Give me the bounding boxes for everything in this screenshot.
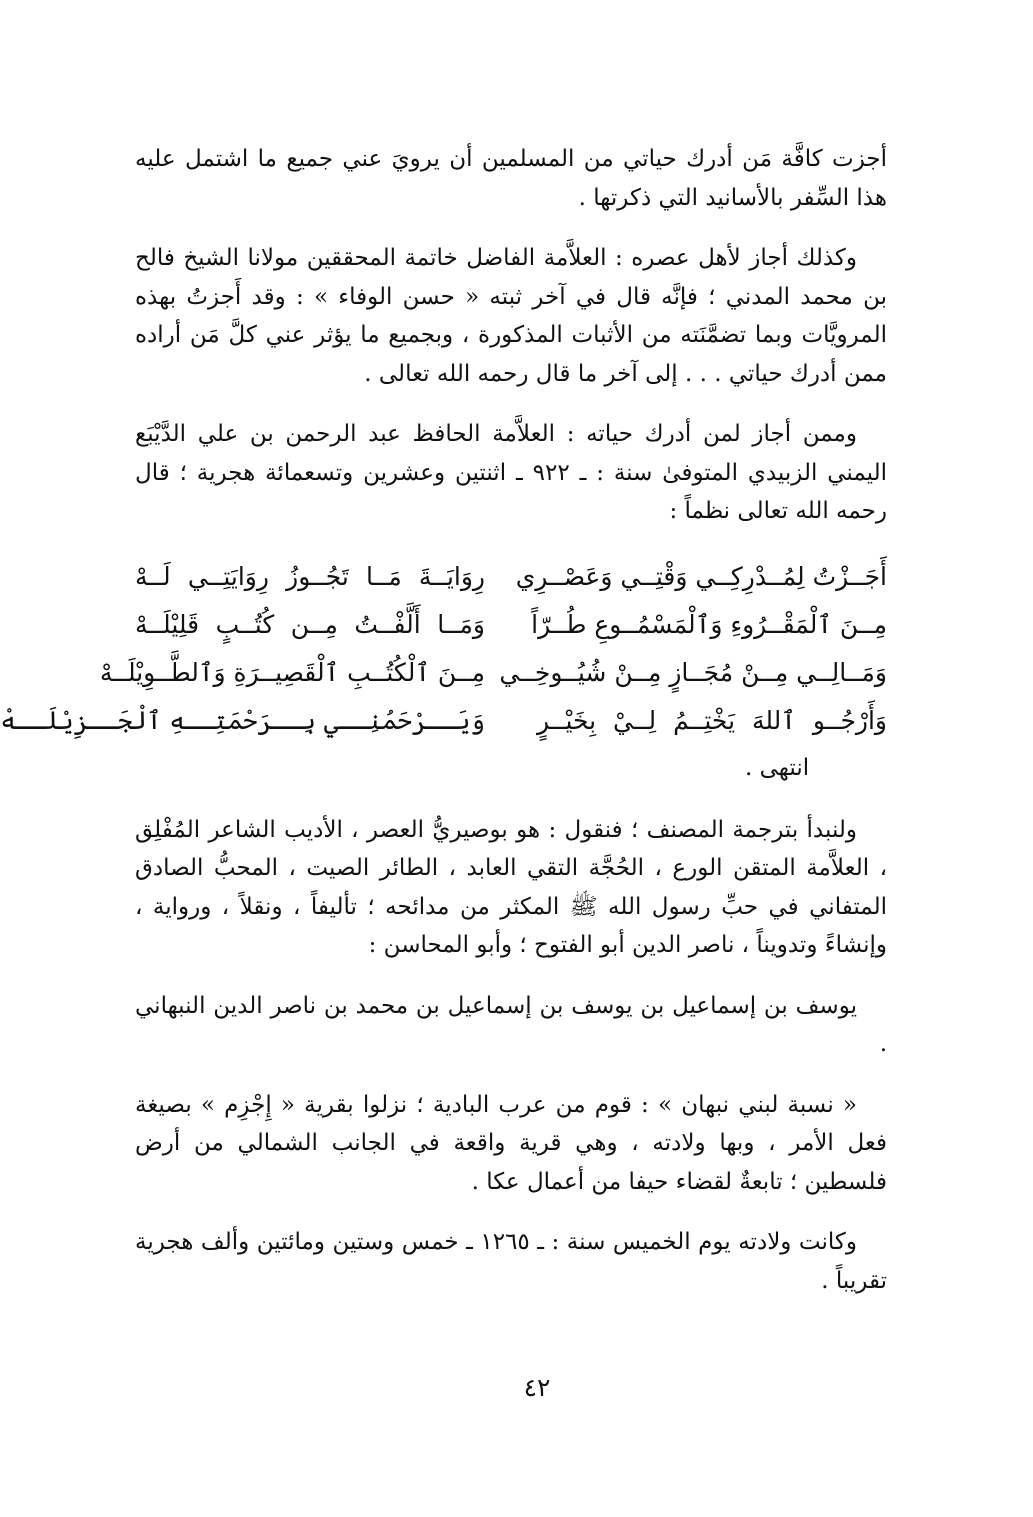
paragraph-birth: وكانت ولادته يوم الخميس سنة : ـ ١٢٦٥ ـ خمس وستين ومائتين وألف هجرية تقريباً . xyxy=(135,1229,887,1294)
poem-end-marker: انتهى . xyxy=(745,754,810,781)
page-number: ٤٢ xyxy=(523,1373,551,1402)
paragraph-nisba: « نسبة لبني نبهان » : قوم من عرب البادية ؛ نزلوا بقرية « إِجْزِم » بصيغة فعل الأمر ، وبها ولادته ، وهي قرية واقعة في الجانب الشمالي من أرض فلسطين ؛ تابعةٌ لقضاء حيفا من أعمال عكا . xyxy=(135,1091,887,1195)
poem-hemistich-first: أَجَــزْتُ لِمُــدْرِكِــي وَقْتِــي وَعَصْــرِي xyxy=(515,561,887,591)
paragraph-daybaa-ijazah: وممن أجاز لمن أدرك حياته : العلاَّمة الحافظ عبد الرحمن بن علي الدَّيْبَع اليمني الزبيدي المتوفىٰ سنة : ـ ٩٢٢ ـ اثنتين وعشرين وتسعمائة هجرية ؛ قال رحمه الله تعالى نظماً : xyxy=(135,421,887,524)
poem-hemistich-second: وَمَــا أَلَّفْــتُ مِــن كُتُــبٍ قَلِيْلَــهْ xyxy=(135,609,485,639)
poem-hemistich-first: مِــنَ ٱلْمَقْــرُوءِ وَٱلْمَسْمُــوعِ طُــرّاً xyxy=(531,609,887,639)
poem-hemistich-first: وَمَــالِــي مِــنْ مُجَــازٍ مِــنْ شُيُــوخِــي xyxy=(499,657,887,687)
page-body xyxy=(0,140,887,1322)
poem-hemistich-second: مِــنَ ٱلْكُتُــبِ ٱلْقَصِيــرَةِ وَٱلطَّــوِيْلَــهْ xyxy=(99,657,485,687)
poem xyxy=(0,553,887,745)
poem-verse xyxy=(135,601,887,649)
poem-verse xyxy=(0,697,887,745)
poem-verse xyxy=(99,649,887,697)
paragraph-ijazah: أجزت كافَّة مَن أدرك حياتي من المسلمين أن يرويَ عني جميع ما اشتمل عليه هذا السِّفر بالأسانيد التي ذكرتها . xyxy=(135,146,887,211)
paragraph-author-biography: ولنبدأ بترجمة المصنف ؛ فنقول : هو بوصيريُّ العصر ، الأديب الشاعر المُفْلِق ، العلاَّمة المتقن الورع ، الحُجَّة التقي العابد ، الطائر الصيت ، المحبُّ الصادق المتفاني في حبِّ رسول الله ﷺ المكثر من مدائحه ؛ تأليفاً ، ونقلاً ، ورواية ، وإنشاءً وتدويناً ، ناصر الدين أبو الفتوح ؛ وأبو المحاسن : xyxy=(135,816,887,958)
paragraph-falih-ijazah: وكذلك أجاز لأهل عصره : العلاَّمة الفاضل خاتمة المحققين مولانا الشيخ فالح بن محمد المدني ؛ فإنَّه قال في آخر ثبته « حسن الوفاء » : وقد أَجزتُ بهذه المرويَّات وبما تضمَّنَته من الأثبات المذكورة ، وبجميع ما يؤثر عني كلَّ مَن أراده ممن أدرك حياتي . . . إلى آخر ما قال رحمه الله تعالى . xyxy=(135,245,887,387)
poem-hemistich-second: رِوَايَــةَ مَــا تَجُــوزُ رِوَايَتِــي لَــهْ xyxy=(135,561,485,591)
poem-hemistich-second: وَيَــرْحَمُنِــي بِــرَحْمَتِــهِ ٱلْجَــزِيْلَــهْ xyxy=(0,705,485,735)
poem-hemistich-first: وَأَرْجُــو ٱللهَ يَخْتِــمُ لِــيْ بِخَيْــرٍ xyxy=(537,705,887,735)
poem-verse xyxy=(135,553,887,601)
paragraph-author-lineage: يوسف بن إسماعيل بن يوسف بن إسماعيل بن محمد بن ناصر الدين النبهاني . xyxy=(135,992,887,1057)
